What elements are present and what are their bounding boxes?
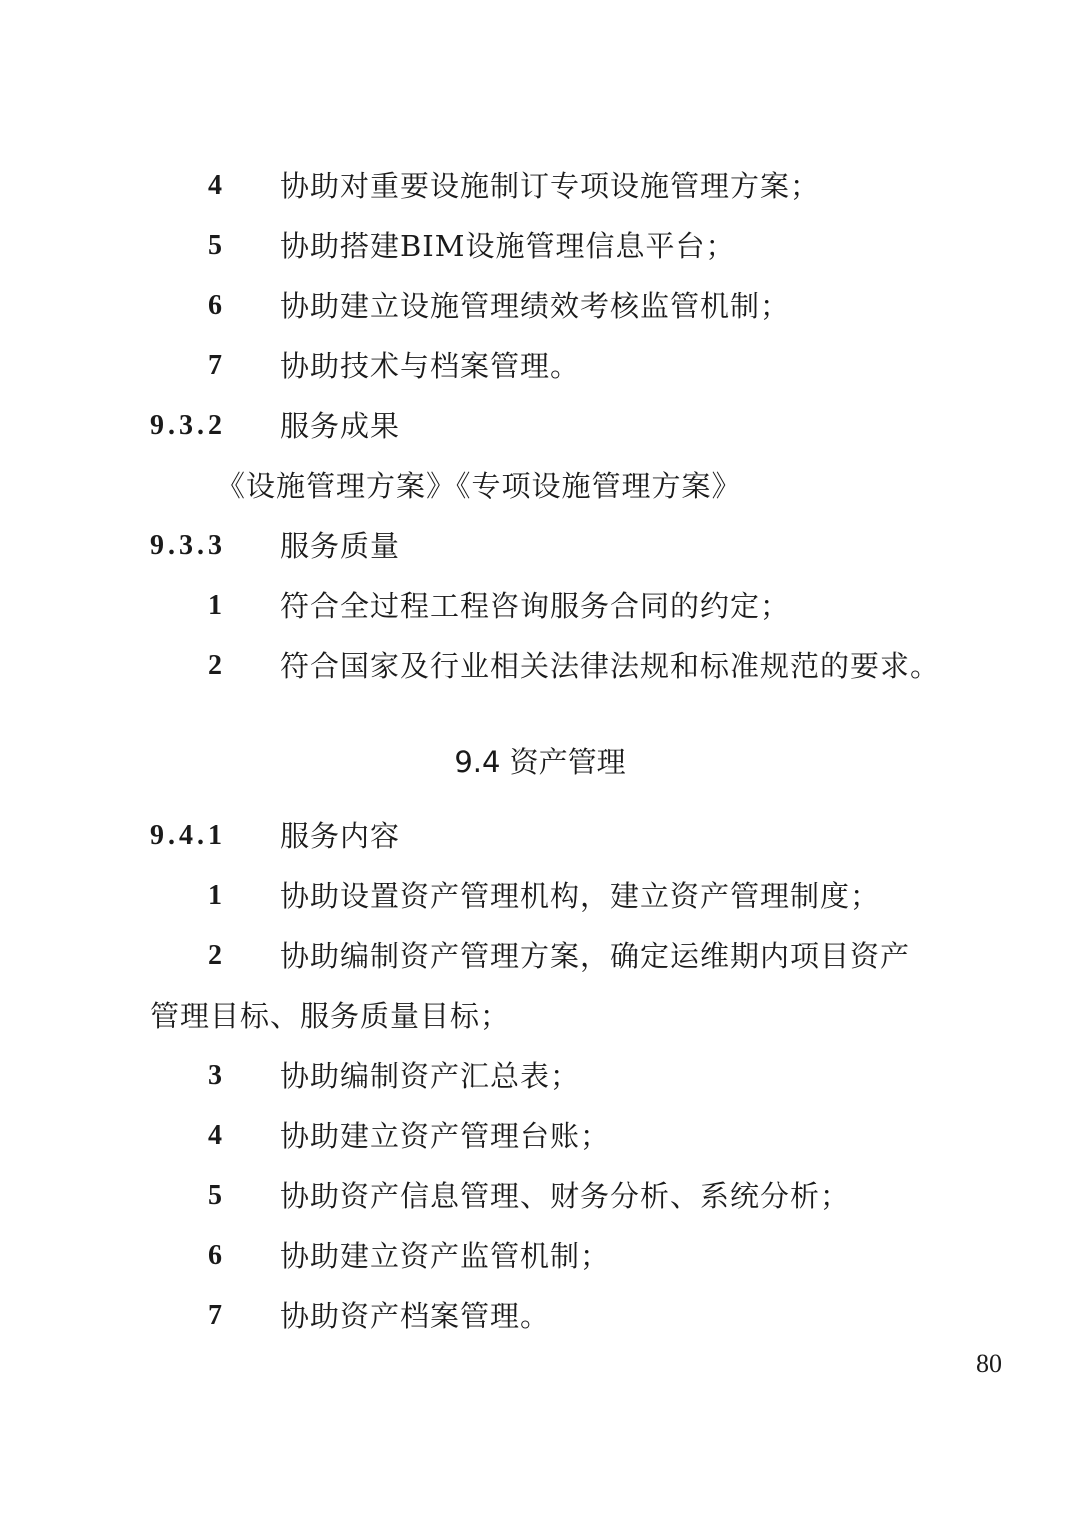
item-number: 4 (208, 1120, 222, 1151)
chapter-heading: 9.4 资产管理 (454, 745, 626, 779)
item-text: 协助建立设施管理绩效考核监管机制； (280, 289, 791, 323)
deliverables-text: 《设施管理方案》《专项设施管理方案》 (216, 469, 742, 503)
section-number: 9.3.3 (150, 530, 226, 561)
item-text-continuation: 管理目标、服务质量目标； (150, 999, 511, 1033)
item-text: 协助资产信息管理、财务分析、系统分析； (280, 1179, 851, 1213)
section-title: 服务质量 (280, 529, 401, 563)
section-number: 9.4.1 (150, 820, 226, 851)
item-number: 1 (208, 880, 222, 911)
item-text: 协助资产档案管理。 (280, 1299, 551, 1333)
item-number: 5 (208, 230, 222, 261)
item-number: 7 (208, 1300, 222, 1331)
item-number: 2 (208, 940, 222, 971)
item-number: 7 (208, 350, 222, 381)
item-text: 协助对重要设施制订专项设施管理方案； (280, 169, 821, 203)
item-number: 2 (208, 650, 222, 681)
item-text: 符合全过程工程咨询服务合同的约定； (280, 589, 791, 623)
item-text: 协助技术与档案管理。 (280, 349, 581, 383)
item-number: 6 (208, 290, 222, 321)
section-title: 服务成果 (280, 409, 401, 443)
item-number: 6 (208, 1240, 222, 1271)
section-title: 服务内容 (280, 819, 401, 853)
item-text: 协助搭建BIM设施管理信息平台； (280, 229, 736, 263)
item-number: 5 (208, 1180, 222, 1211)
item-text: 协助编制资产管理方案，确定运维期内项目资产 (280, 939, 911, 973)
item-number: 1 (208, 590, 222, 621)
item-number: 3 (208, 1060, 222, 1091)
page-number: 80 (976, 1349, 1002, 1378)
item-text: 协助建立资产管理台账； (280, 1119, 611, 1153)
item-text: 符合国家及行业相关法律法规和标准规范的要求。 (280, 649, 941, 683)
item-text: 协助编制资产汇总表； (280, 1059, 581, 1093)
item-number: 4 (208, 170, 222, 201)
section-number: 9.3.2 (150, 410, 226, 441)
item-text: 协助建立资产监管机制； (280, 1239, 611, 1273)
item-text: 协助设置资产管理机构，建立资产管理制度； (280, 879, 881, 913)
